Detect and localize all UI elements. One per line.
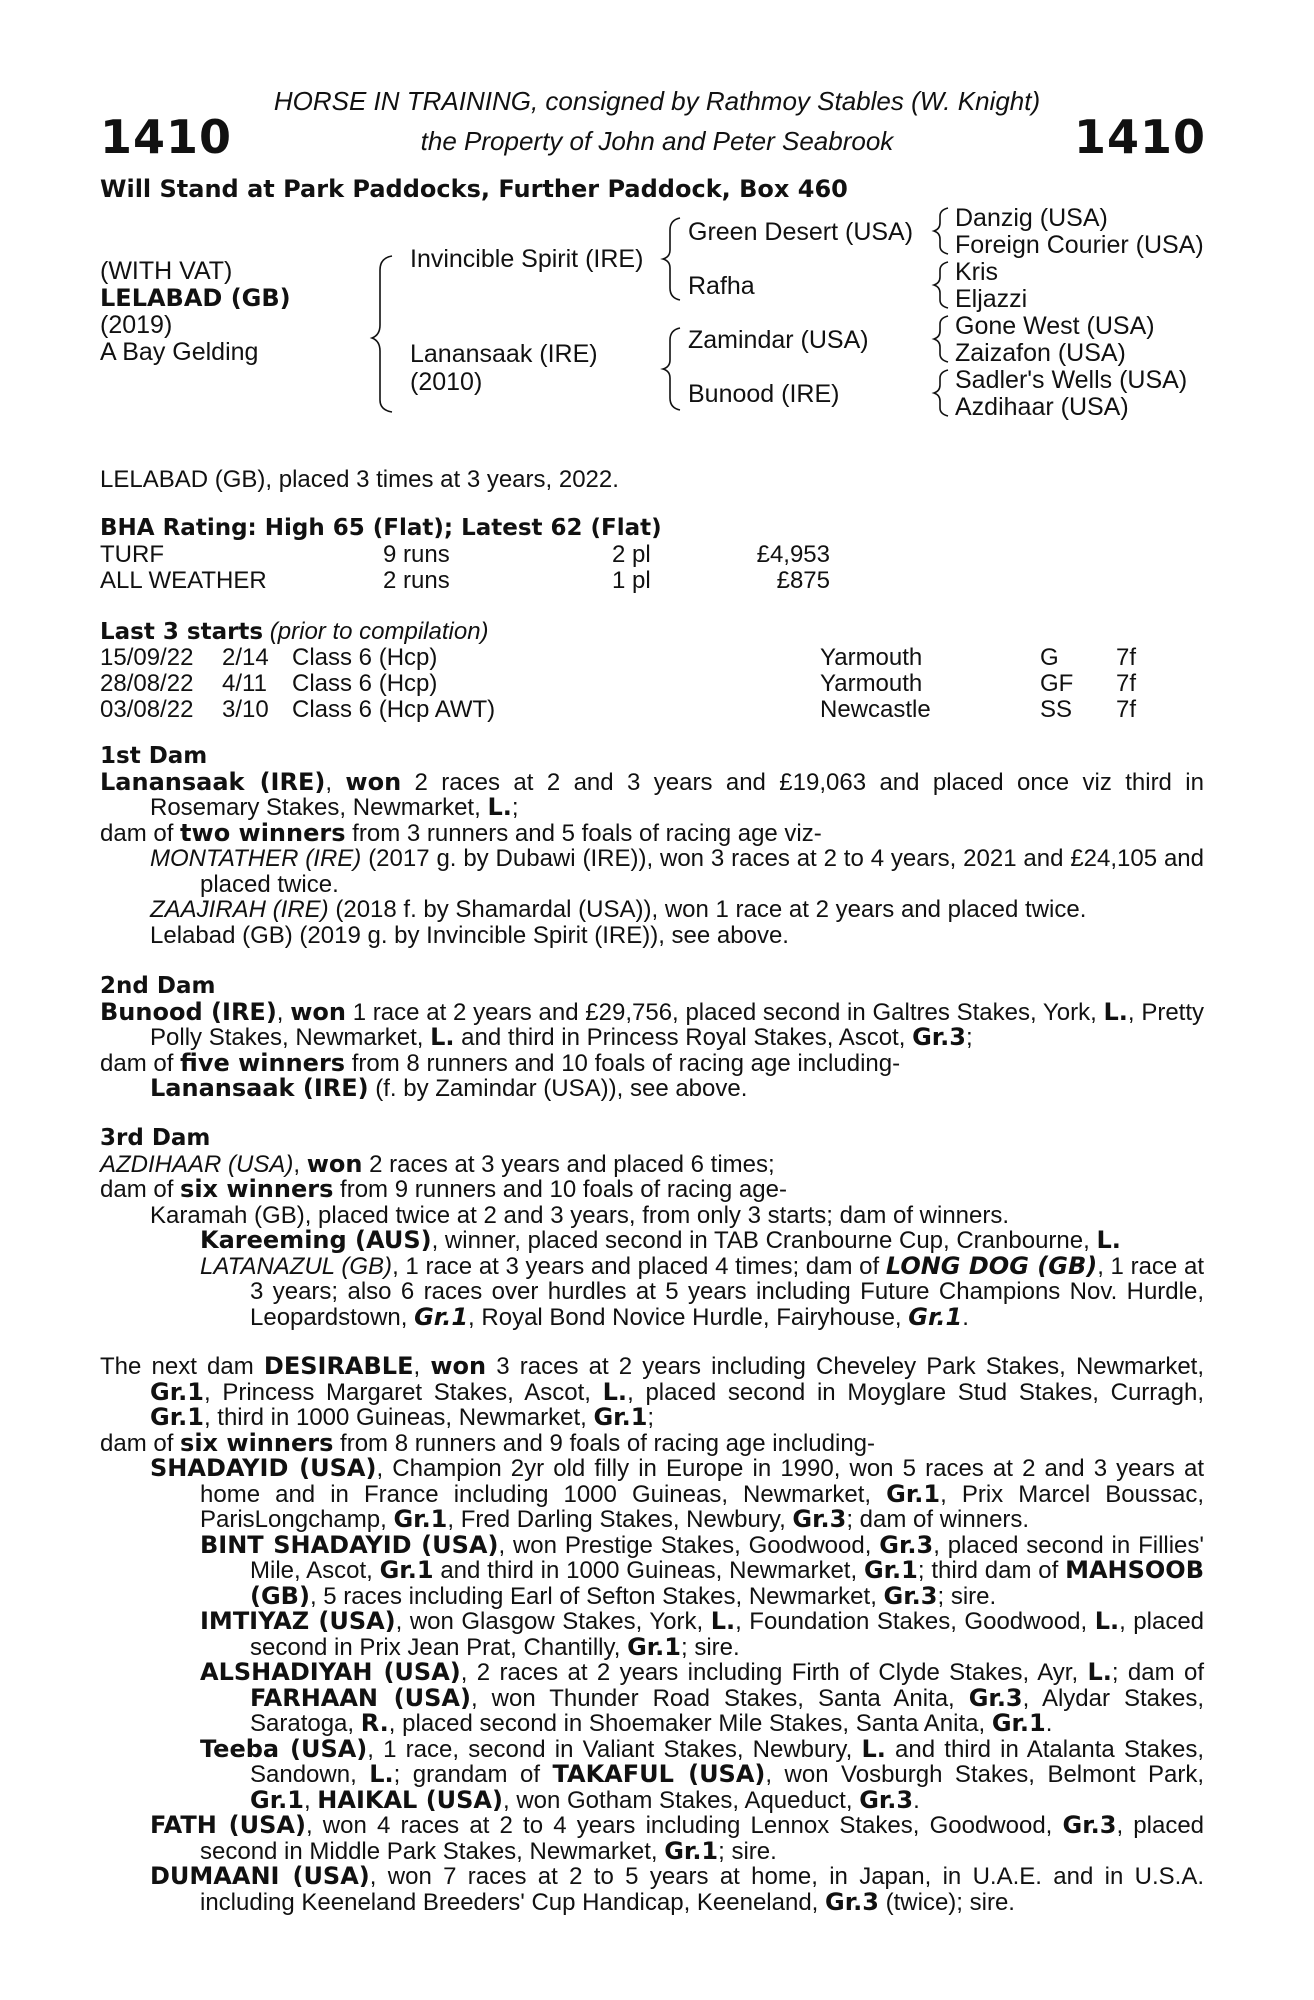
start-date: 15/09/22 <box>100 644 194 671</box>
start-distance: 7f <box>1116 696 1137 723</box>
progeny-name: ZAAJIRAH (IRE) <box>150 896 329 923</box>
record-text: and third in Princess Royal Stakes, Ascot, <box>454 1024 913 1051</box>
record-text: ; <box>966 1024 973 1051</box>
lot-number-left: 1410 <box>100 110 233 164</box>
record-text: (2017 g. by Dubawi (IRE)), won 3 races at 2 to 4 years, 2021 and £24,105 and placed twice. <box>200 845 1205 898</box>
grade-label: Gr.1 <box>627 1632 681 1661</box>
horse-year: (2019) <box>100 311 173 339</box>
rating-prize: £875 <box>776 567 830 594</box>
grade-label: Gr.1 <box>414 1302 469 1331</box>
record-text: 2 races at 3 years and placed 6 times; <box>362 1150 775 1178</box>
last-starts-title: Last 3 starts <box>100 619 264 645</box>
won-label: won <box>290 997 346 1026</box>
start-course: Newcastle <box>820 696 931 723</box>
listed-label: L. <box>1103 997 1128 1026</box>
progeny-entry <box>100 846 1204 897</box>
dam-sire: Zamindar (USA) <box>688 326 869 354</box>
progeny-name: LATANAZUL (GB) <box>200 1252 393 1280</box>
second-dam-heading: 2nd Dam <box>100 973 216 999</box>
horse-description: A Bay Gelding <box>100 338 259 366</box>
progeny-name: DUMAANI (USA) <box>150 1862 370 1890</box>
start-position: 2/14 <box>222 644 269 671</box>
third-dam-record: AZDIHAAR (USA), won 2 races at 3 years and placed 6 times; <box>100 1149 775 1178</box>
start-going: GF <box>1040 670 1074 697</box>
third-dam-heading: 3rd Dam <box>100 1125 211 1151</box>
ancestor-2: Foreign Courier (USA) <box>955 231 1204 259</box>
record-text: ; <box>511 794 519 821</box>
listed-label: L. <box>487 793 512 821</box>
listed-label: L. <box>861 1734 886 1763</box>
record-text: , Prix Marcel Boussac, ParisLongchamp, <box>200 1480 1205 1533</box>
progeny-name: SHADAYID (USA) <box>150 1454 377 1482</box>
dam-dam: Bunood (IRE) <box>688 380 840 408</box>
record-text: , Alydar Stakes, Saratoga, <box>250 1684 1205 1737</box>
record-text: Karamah (GB), placed twice at 2 and 3 years, from only 3 starts; dam of winners. <box>150 1201 1010 1229</box>
record-text: from 9 runners and 10 foals of racing age- <box>333 1176 787 1203</box>
record-text: , Fred Darling Stakes, Newbury, <box>447 1506 793 1533</box>
progeny-entry <box>100 1609 1204 1660</box>
record-text: , Princess Margaret Stakes, Ascot, <box>203 1378 603 1406</box>
record-text: (2018 f. by Shamardal (USA)), won 1 race at 2 years and placed twice. <box>328 896 1087 923</box>
record-text: ; <box>647 1404 655 1431</box>
brace-dam <box>663 328 680 410</box>
progeny-entry <box>100 1076 1204 1102</box>
record-text: , Champion 2yr old filly in Europe in 1990, won 5 races at 2 and 3 years at home and in France including 1000 Guineas, Newmarket, <box>200 1455 1205 1508</box>
start-date: 03/08/22 <box>100 696 194 723</box>
record-text: from 8 runners and 10 foals of racing age including- <box>345 1049 901 1077</box>
progeny-name: LONG DOG (GB) <box>885 1251 1098 1280</box>
ancestor-5: Gone West (USA) <box>955 312 1155 340</box>
third-dam-name: AZDIHAAR (USA) <box>100 1150 294 1178</box>
record-text: , won 4 races at 2 to 4 years including Lennox Stakes, Goodwood, <box>305 1812 1063 1839</box>
grade-label: Gr.3 <box>859 1785 914 1814</box>
listed-label: L. <box>710 1607 736 1635</box>
record-text: (twice); sire. <box>878 1888 1015 1916</box>
won-label: won <box>306 1149 363 1178</box>
progeny-name: FATH (USA) <box>150 1811 306 1839</box>
progeny-name: Teeba (USA) <box>200 1734 368 1763</box>
record-text: . <box>913 1786 920 1814</box>
start-going: G <box>1040 644 1059 671</box>
record-text: , Foundation Stakes, Goodwood, <box>735 1608 1095 1635</box>
record-text: , won Glasgow Stakes, York, <box>395 1608 711 1635</box>
rating-placed: 2 pl <box>612 541 651 568</box>
dam-year: (2010) <box>410 368 483 396</box>
stand-location: Will Stand at Park Paddocks, Further Paddock, Box 460 <box>100 175 848 203</box>
brace-main <box>372 256 392 412</box>
ancestor-1: Danzig (USA) <box>955 204 1108 232</box>
ancestor-3: Kris <box>955 258 999 286</box>
ancestor-4: Eljazzi <box>955 285 1028 313</box>
record-text: , winner, placed second in TAB Cranbourne Cup, Cranbourne, <box>431 1227 1097 1254</box>
record-text: ; third dam of <box>917 1557 1066 1584</box>
ancestor-6: Zaizafon (USA) <box>955 339 1126 367</box>
record-text: , 1 race at 3 years; also 6 races over hurdles at 5 years including Future Champions Nov. Hurdle, Leopardstown, <box>250 1252 1204 1331</box>
grade-label: Gr.3 <box>968 1683 1023 1712</box>
record-text: ; sire. <box>937 1582 997 1610</box>
record-text: ; grandam of <box>393 1761 553 1788</box>
progeny-name: TAKAFUL (USA) <box>552 1760 766 1788</box>
horse-vat: (WITH VAT) <box>100 257 233 285</box>
listed-label: L. <box>1087 1658 1112 1686</box>
record-text: ; sire. <box>718 1837 777 1865</box>
start-going: SS <box>1040 696 1073 723</box>
sire-sire: Green Desert (USA) <box>688 218 914 246</box>
grade-label: Gr.1 <box>150 1403 204 1431</box>
record-text: , <box>303 1786 318 1814</box>
start-date: 28/08/22 <box>100 670 194 697</box>
record-text: and third in 1000 Guineas, Newmarket, <box>433 1557 864 1584</box>
record-text: , placed second in Fillies' Mile, Ascot, <box>250 1531 1204 1584</box>
progeny-name: MONTATHER (IRE) <box>150 845 362 872</box>
bha-rating-heading: BHA Rating: High 65 (Flat); Latest 62 (Flat) <box>100 515 662 541</box>
first-dam-name: Lanansaak (IRE) <box>100 767 326 796</box>
progeny-name: MAHSOOB (GB) <box>250 1556 1205 1610</box>
last-starts-heading <box>100 618 489 646</box>
second-dam-record: Bunood (IRE), won 1 race at 2 years and £29,756, placed second in Galtres Stakes, York, L., Pretty Polly Stakes, Newmarket, L. and third in Princess Royal Stakes, Ascot, Gr.3; <box>100 997 1205 1051</box>
listed-label: L. <box>602 1377 628 1406</box>
progeny-entry <box>100 897 1204 923</box>
progeny-entry <box>100 1660 1204 1737</box>
first-dam-record: Lanansaak (IRE), won 2 races at 2 and 3 years and £19,063 and placed once viz third in Rosemary Stakes, Newmarket, L.; <box>100 767 1204 821</box>
ancestor-8: Azdihaar (USA) <box>955 393 1129 421</box>
restricted-label: R. <box>360 1709 389 1737</box>
record-text: , placed second in Shoemaker Mile Stakes, Santa Anita, <box>388 1710 992 1737</box>
start-position: 4/11 <box>222 670 267 697</box>
record-text: , third in 1000 Guineas, Newmarket, <box>203 1404 594 1431</box>
grade-label: Gr.1 <box>250 1785 304 1814</box>
rating-surface: ALL WEATHER <box>100 567 267 594</box>
start-course: Yarmouth <box>820 644 923 671</box>
record-text: and third in Atalanta Stakes, Sandown, <box>250 1735 1205 1788</box>
last-starts-note: (prior to compilation) <box>269 618 489 645</box>
progeny-entry <box>100 1203 1204 1229</box>
progeny-name: HAIKAL (USA) <box>317 1785 503 1814</box>
start-race: Class 6 (Hcp AWT) <box>292 696 496 723</box>
start-distance: 7f <box>1116 670 1137 697</box>
dam: Lanansaak (IRE) <box>410 340 598 368</box>
record-text: , won 7 races at 2 to 5 years at home, in Japan, in U.A.E. and in U.S.A. including Keeneland Breeders' Cup Handicap, Keeneland, <box>200 1863 1204 1916</box>
property-line: the Property of John and Peter Seabrook <box>420 126 894 156</box>
record-text: dam of <box>100 1429 181 1457</box>
winners-count: five winners <box>180 1048 346 1077</box>
start-race: Class 6 (Hcp) <box>292 670 438 697</box>
consignor-line: HORSE IN TRAINING, consigned by Rathmoy Stables (W. Knight) <box>273 86 1041 116</box>
record-text: , won Prestige Stakes, Goodwood, <box>498 1531 880 1559</box>
start-position: 3/10 <box>222 696 269 723</box>
record-text: , won Gotham Stakes, Aqueduct, <box>502 1786 860 1814</box>
record-text: (f. by Zamindar (USA)), see above. <box>368 1075 748 1102</box>
rating-prize: £4,953 <box>756 541 830 568</box>
record-text: , won Vosburgh Stakes, Belmont Park, <box>765 1761 1204 1788</box>
listed-label: L. <box>369 1760 394 1788</box>
progeny-name: BINT SHADAYID (USA) <box>200 1530 499 1559</box>
grade-label: Gr.1 <box>863 1556 918 1584</box>
record-text: , won Thunder Road Stakes, Santa Anita, <box>470 1684 969 1712</box>
next-dam-record: The next dam DESIRABLE, won 3 races at 2 years including Cheveley Park Stakes, Newmarket, Gr.1, Princess Margaret Stakes, Ascot, L., placed second in Moyglare Stud Stakes, Curragh, Gr.1, third in 1000 Guineas, Newmarket, Gr.1; <box>100 1352 1205 1431</box>
record-text: 2 races at 2 and 3 years and £19,063 and placed once viz third in Rosemary Stakes, Newmarket, <box>150 768 1204 821</box>
record-text: dam of <box>100 819 181 847</box>
grade-label: Gr.1 <box>886 1479 941 1508</box>
progeny-entry <box>100 1228 1204 1254</box>
ancestor-7: Sadler's Wells (USA) <box>955 366 1188 394</box>
record-text: , Pretty Polly Stakes, Newmarket, <box>150 998 1205 1051</box>
brace-g2 <box>934 262 948 308</box>
next-dam-name: DESIRABLE <box>263 1352 414 1380</box>
rating-runs: 9 runs <box>383 541 450 568</box>
progeny-entry <box>100 1864 1204 1915</box>
progeny-name: IMTIYAZ (USA) <box>200 1607 396 1635</box>
brace-g4 <box>934 370 948 416</box>
record-text: ; dam of winners. <box>846 1506 1030 1533</box>
grade-label: Gr.3 <box>883 1581 938 1610</box>
grade-label: Gr.3 <box>879 1530 934 1559</box>
third-dam-produce <box>100 1177 1204 1203</box>
grade-label: Gr.1 <box>150 1377 204 1406</box>
record-text: , placed second in Moyglare Stud Stakes, Curragh, <box>627 1378 1204 1406</box>
record-text: Lelabad (GB) (2019 g. by Invincible Spirit (IRE)), see above. <box>150 921 789 949</box>
progeny-entry <box>100 1456 1204 1533</box>
record-text: ; sire. <box>681 1633 740 1661</box>
next-dam-section <box>100 1354 1204 1915</box>
grade-label: Gr.1 <box>908 1302 963 1331</box>
progeny-entry <box>100 1530 1205 1610</box>
won-label: won <box>430 1352 487 1380</box>
record-text: , placed second in Prix Jean Prat, Chantilly, <box>250 1608 1205 1661</box>
second-dam-section <box>100 974 1204 1102</box>
winners-count: six winners <box>180 1175 334 1203</box>
progeny-name: Kareeming (AUS) <box>200 1226 432 1254</box>
grade-label: Gr.1 <box>991 1709 1046 1737</box>
progeny-name: Lanansaak (IRE) <box>150 1074 369 1102</box>
second-dam-produce <box>100 1048 1204 1077</box>
brace-g3 <box>934 316 948 362</box>
sire-dam: Rafha <box>688 272 755 300</box>
record-text: dam of <box>100 1176 181 1203</box>
record-text: , placed second in Middle Park Stakes, Newmarket, <box>200 1812 1205 1865</box>
first-dam-produce <box>100 818 1204 847</box>
winners-count: six winners <box>180 1428 334 1457</box>
progeny-name: ALSHADIYAH (USA) <box>200 1658 461 1686</box>
record-text: , 1 race at 3 years and placed 4 times; dam of <box>392 1252 886 1280</box>
progeny-entry <box>100 1813 1204 1864</box>
race-summary: LELABAD (GB), placed 3 times at 3 years, 2022. <box>100 466 619 493</box>
record-text: from 8 runners and 9 foals of racing age including- <box>333 1429 876 1457</box>
record-text: 3 races at 2 years including Cheveley Park Stakes, Newmarket, <box>486 1353 1205 1380</box>
horse-name: LELABAD (GB) <box>100 284 291 312</box>
grade-label: Gr.1 <box>664 1836 719 1865</box>
record-text: , Royal Bond Novice Hurdle, Fairyhouse, <box>468 1303 909 1331</box>
first-dam-section <box>100 744 1204 948</box>
won-label: won <box>345 767 402 796</box>
grade-label: Gr.3 <box>825 1887 879 1916</box>
grade-label: Gr.1 <box>393 1505 448 1533</box>
listed-label: L. <box>1094 1607 1120 1635</box>
progeny-entry <box>100 1734 1205 1814</box>
record-text: , 5 races including Earl of Sefton Stakes, Newmarket, <box>309 1582 884 1610</box>
record-text: 1 race at 2 years and £29,756, placed second in Galtres Stakes, York, <box>345 998 1104 1026</box>
record-text: from 3 runners and 5 foals of racing age viz- <box>345 819 822 847</box>
record-text: The next dam <box>100 1353 264 1380</box>
rating-runs: 2 runs <box>383 567 450 594</box>
sire: Invincible Spirit (IRE) <box>410 245 644 273</box>
brace-sire <box>663 218 680 300</box>
grade-label: Gr.1 <box>593 1403 648 1431</box>
next-dam-produce <box>100 1428 1204 1457</box>
grade-label: Gr.3 <box>1062 1811 1117 1839</box>
rating-placed: 1 pl <box>612 567 651 594</box>
grade-label: Gr.3 <box>792 1505 847 1533</box>
start-course: Yarmouth <box>820 670 923 697</box>
lot-number-right: 1410 <box>1073 110 1206 164</box>
start-distance: 7f <box>1116 644 1137 671</box>
brace-g1 <box>934 208 948 254</box>
record-text: ; dam of <box>1111 1659 1204 1686</box>
start-race: Class 6 (Hcp) <box>292 644 438 671</box>
grade-label: Gr.3 <box>912 1023 966 1051</box>
rating-surface: TURF <box>100 541 164 568</box>
record-text: , 1 race, second in Valiant Stakes, Newbury, <box>367 1735 862 1763</box>
winners-count: two winners <box>180 818 346 847</box>
first-dam-heading: 1st Dam <box>100 743 208 769</box>
third-dam-section <box>100 1126 1204 1330</box>
progeny-name: FARHAAN (USA) <box>250 1683 471 1712</box>
grade-label: Gr.1 <box>379 1556 434 1584</box>
record-text: . <box>1045 1710 1053 1737</box>
listed-label: L. <box>430 1023 455 1051</box>
record-text: , 2 races at 2 years including Firth of Clyde Stakes, Ayr, <box>460 1659 1088 1686</box>
record-text: dam of <box>100 1049 181 1077</box>
listed-label: L. <box>1096 1226 1121 1254</box>
second-dam-name: Bunood (IRE) <box>100 997 277 1026</box>
record-text: . <box>962 1303 969 1331</box>
progeny-entry <box>100 923 1204 949</box>
progeny-entry <box>100 1251 1204 1331</box>
